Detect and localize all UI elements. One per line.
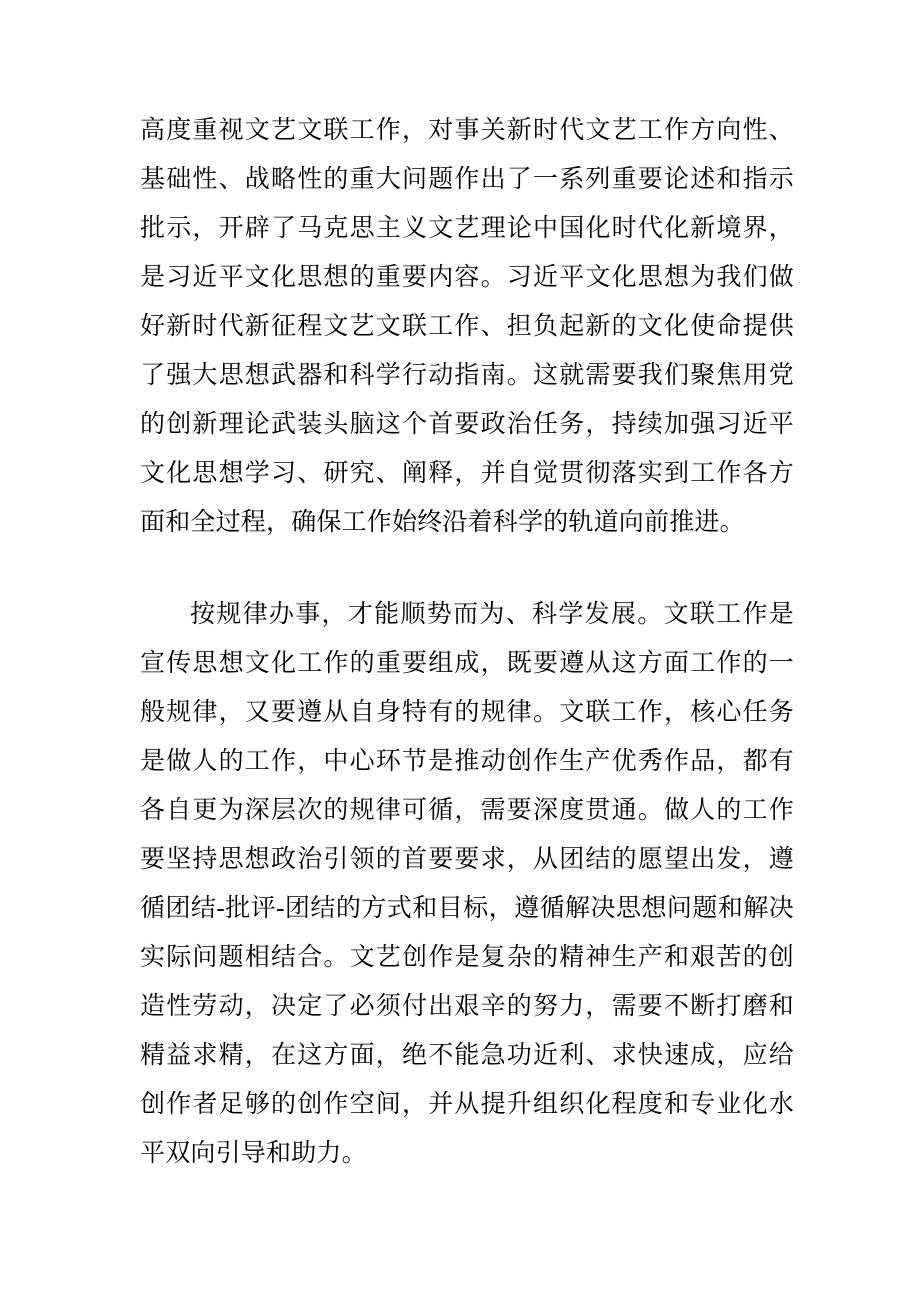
document-text-area xyxy=(140,106,794,1178)
paragraph-2: 按规律办事，才能顺势而为、科学发展。文联工作是宣传思想文化工作的重要组成，既要遵从这方面工作的一般规律，又要遵从自身特有的规律。文联工作，核心任务是做人的工作，中心环节是推动创作生产优秀作品，都有各自更为深层次的规律可循，需要深度贯通。做人的工作要坚持思想政治引领的首要要求，从团结的愿望出发，遵循团结-批评-团结的方式和目标，遵循解决思想问题和解决实际问题相结合。文艺创作是复杂的精神生产和艰苦的创造性劳动，决定了必须付出艰辛的努力，需要不断打磨和精益求精，在这方面，绝不能急功近利、求快速成，应给创作者足够的创作空间，并从提升组织化程度和专业化水平双向引导和助力。 xyxy=(140,601,794,1167)
paragraph-1: 高度重视文艺文联工作，对事关新时代文艺工作方向性、基础性、战略性的重大问题作出了一系列重要论述和指示批示，开辟了马克思主义文艺理论中国化时代化新境界，是习近平文化思想的重要内容。习近平文化思想为我们做好新时代新征程文艺文联工作、担负起新的文化使命提供了强大思想武器和科学行动指南。这就需要我们聚焦用党的创新理论武装头脑这个首要政治任务，持续加强习近平文化思想学习、研究、阐释，并自觉贯彻落实到工作各方面和全过程，确保工作始终沿着科学的轨道向前推进。 xyxy=(140,117,794,536)
